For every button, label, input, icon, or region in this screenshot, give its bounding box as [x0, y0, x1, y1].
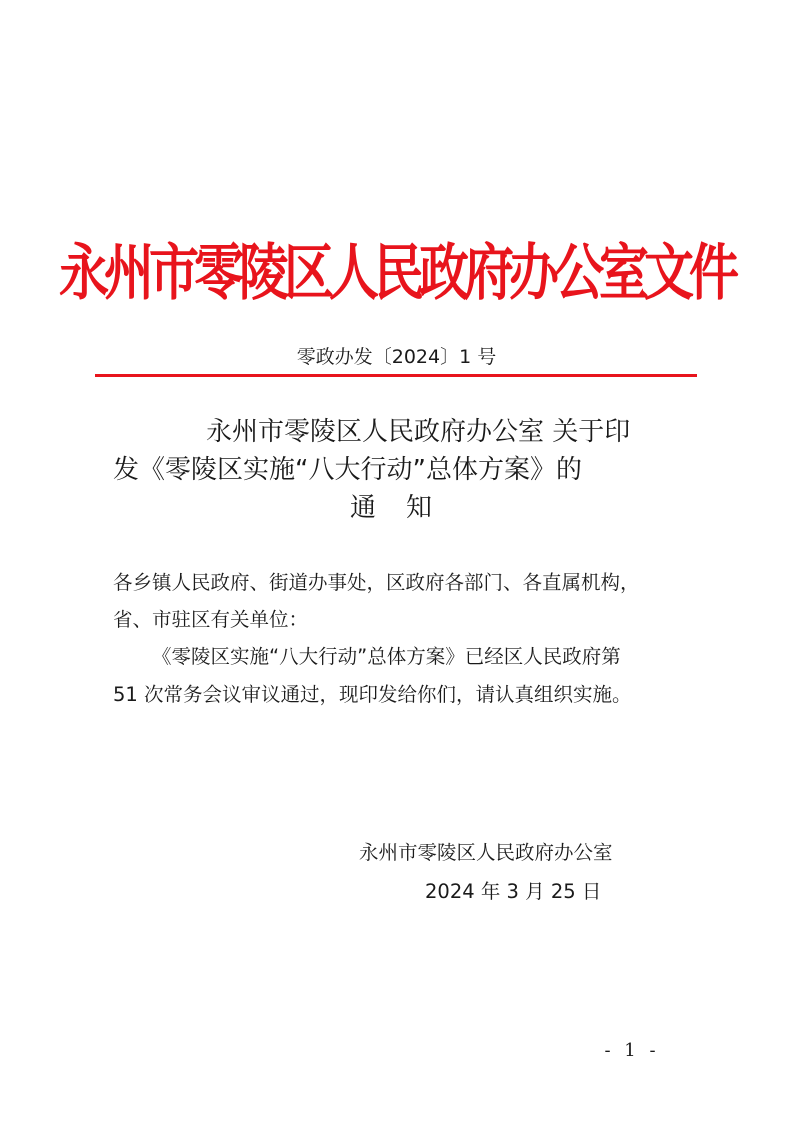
signature-date: 2024 年 3 月 25 日: [425, 880, 602, 903]
body-paragraph-line-1: 《零陵区实施“八大行动”总体方案》已经区人民政府第: [152, 645, 621, 668]
notice-title-line-1: 永州市零陵区人民政府办公室 关于印: [206, 417, 631, 447]
masthead-title: 永州市零陵区人民政府办公室文件: [59, 236, 734, 309]
document-number: 零政办发〔2024〕1 号: [296, 346, 497, 368]
notice-title-line-3: 通知: [350, 493, 463, 523]
signature-organization: 永州市零陵区人民政府办公室: [359, 841, 613, 864]
notice-title-line-2: 发《零陵区实施“八大行动”总体方案》的: [113, 455, 582, 485]
page-number: - 1 -: [604, 1040, 660, 1061]
red-divider-line: [95, 374, 697, 377]
body-paragraph-line-2: 51 次常务会议审议通过，现印发给你们，请认真组织实施。: [113, 683, 632, 706]
recipients-line-1: 各乡镇人民政府、街道办事处，区政府各部门、各直属机构，: [113, 571, 640, 594]
recipients-line-2: 省、市驻区有关单位：: [113, 608, 309, 631]
